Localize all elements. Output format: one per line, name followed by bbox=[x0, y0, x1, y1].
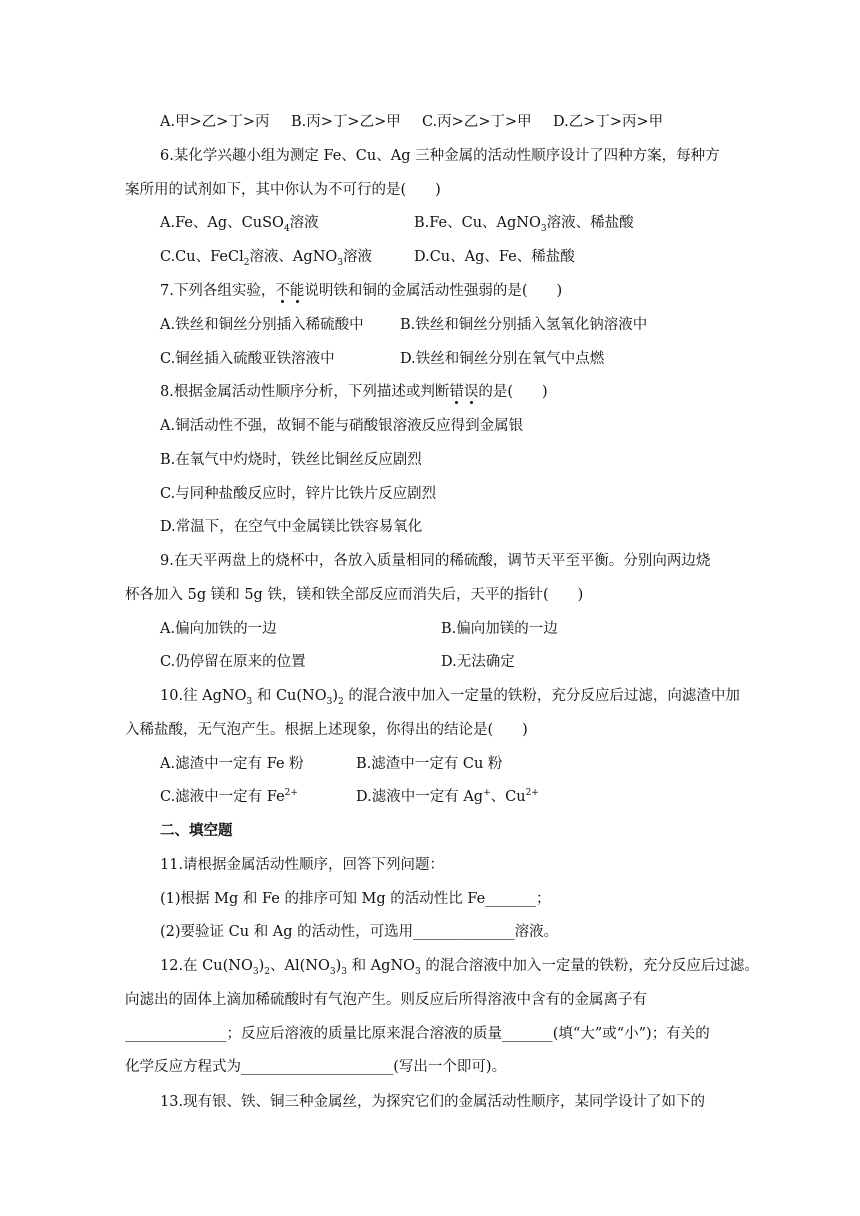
q12-stem-line1: 12.在 $Cu(NO_3)_2$、$Al(NO_3)_3$ 和 AgNO$_3$ 的混合溶液中加入一定量的铁粉，充分反应后过滤。 bbox=[160, 958, 759, 977]
q6-option-a: A.Fe、Ag、CuSO$_4$溶液 bbox=[160, 215, 319, 234]
q10-stem-line1: 10.往 AgNO$_3$ 和 $Cu(NO_3)_2$ 的混合液中加入一定量的铁粉，充分反应后过滤，向滤渣中加 bbox=[160, 688, 740, 707]
q9-option-a: A.偏向加铁的一边 bbox=[160, 621, 277, 637]
q10-stem-line2: 入稀盐酸，无气泡产生。根据上述现象，你得出的结论是( ) bbox=[125, 722, 528, 738]
emphasis-dot: 错 bbox=[449, 384, 464, 400]
q12-stem-line4: 化学反应方程式为_____________________(写出一个即可)。 bbox=[125, 1059, 507, 1075]
q9-option-d: D.无法确定 bbox=[441, 654, 515, 670]
q10-option-a: A.滤渣中一定有 Fe 粉 bbox=[160, 756, 304, 772]
q9-option-c: C.仍停留在原来的位置 bbox=[160, 654, 306, 670]
q8-option-c: C.与同种盐酸反应时，锌片比铁片反应剧烈 bbox=[160, 486, 437, 502]
q9-stem-line1: 9.在天平两盘上的烧杯中，各放入质量相同的稀硫酸，调节天平至平衡。分别向两边烧 bbox=[160, 553, 711, 569]
q6-option-d: D.Cu、Ag、Fe、稀盐酸 bbox=[414, 249, 575, 265]
q10-option-d: D.滤液中一定有 Ag+、$Cu^{2+}$ bbox=[356, 788, 539, 805]
q5-option-d: D.乙>丁>丙>甲 bbox=[553, 114, 664, 130]
q9-option-b: B.偏向加镁的一边 bbox=[441, 621, 558, 637]
q10-option-b: B.滤渣中一定有 Cu 粉 bbox=[356, 756, 503, 772]
q6-stem-line2: 案所用的试剂如下，其中你认为不可行的是( ) bbox=[125, 182, 441, 198]
q8-option-b: B.在氧气中灼烧时，铁丝比铜丝反应剧烈 bbox=[160, 452, 422, 468]
section-heading: 二、填空题 bbox=[160, 822, 233, 839]
q7-option-a: A.铁丝和铜丝分别插入稀硫酸中 bbox=[160, 317, 364, 333]
emphasis-dot: 能 bbox=[289, 283, 305, 299]
q7-option-c: C.铜丝插入硫酸亚铁溶液中 bbox=[160, 351, 335, 367]
q13-stem-line1: 13.现有银、铁、铜三种金属丝，为探究它们的金属活动性顺序，某同学设计了如下的 bbox=[160, 1094, 706, 1110]
q12-stem-line2: 向滤出的固体上滴加稀硫酸时有气泡产生。则反应后所得溶液中含有的金属离子有 bbox=[125, 992, 647, 1008]
q9-stem-line2: 杯各加入 5g 镁和 5g 铁，镁和铁全部反应而消失后，天平的指针( ) bbox=[125, 587, 584, 603]
q5-option-c: C.丙>乙>丁>甲 bbox=[422, 114, 532, 130]
emphasis-dot: 误 bbox=[463, 384, 479, 400]
q10-option-c: C.滤液中一定有 $Fe^{2+}$ bbox=[160, 788, 298, 805]
q8-stem: 8.根据金属活动性顺序分析，下列描述或判断错误的是( ) bbox=[160, 384, 548, 400]
q5-option-a: A.甲>乙>丁>丙 bbox=[160, 114, 270, 130]
q6-option-b: B.Fe、Cu、AgNO$_3$溶液、稀盐酸 bbox=[414, 215, 634, 234]
q6-stem-line1: 6.某化学兴趣小组为测定 Fe、Cu、Ag 三种金属的活动性顺序设计了四种方案，每种方 bbox=[160, 148, 720, 164]
q7-stem: 7.下列各组实验，不能说明铁和铜的金属活动性强弱的是( ) bbox=[160, 283, 563, 299]
q12-stem-line3: ______________；反应后溶液的质量比原来混合溶液的质量_______(填“大”或“小”)；有关的 bbox=[125, 1026, 710, 1042]
q11-part-1: (1)根据 Mg 和 Fe 的排序可知 Mg 的活动性比 Fe_______； bbox=[160, 891, 551, 907]
q8-option-d: D.常温下，在空气中金属镁比铁容易氧化 bbox=[160, 519, 423, 535]
q11-stem: 11.请根据金属活动性顺序，回答下列问题： bbox=[160, 857, 445, 873]
q7-option-b: B.铁丝和铜丝分别插入氢氧化钠溶液中 bbox=[400, 317, 648, 333]
q7-option-d: D.铁丝和铜丝分别在氧气中点燃 bbox=[400, 351, 605, 367]
q6-option-c: C.Cu、FeCl$_2$溶液、AgNO$_3$溶液 bbox=[160, 249, 372, 268]
q5-option-b: B.丙>丁>乙>甲 bbox=[291, 114, 401, 130]
q11-part-2: (2)要验证 Cu 和 Ag 的活动性，可选用______________溶液。 bbox=[160, 924, 559, 940]
emphasis-dot: 不 bbox=[275, 283, 290, 299]
q8-option-a: A.铜活动性不强，故铜不能与硝酸银溶液反应得到金属银 bbox=[160, 418, 524, 434]
